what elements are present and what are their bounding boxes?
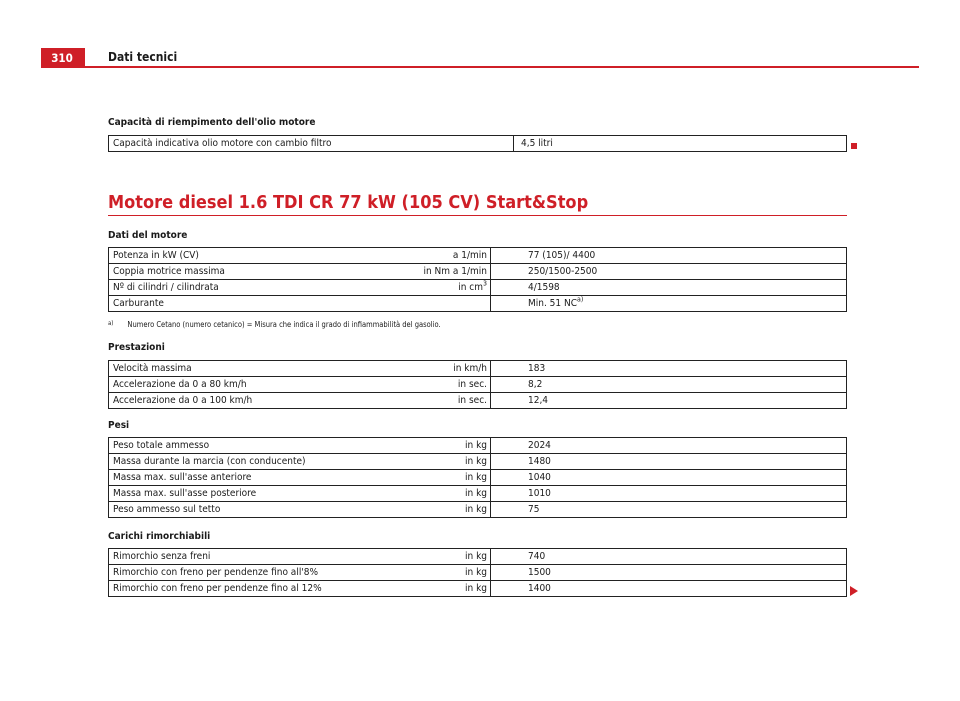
- table-row: [109, 470, 847, 486]
- row-value: 1400: [491, 581, 847, 597]
- row-desc: Rimorchio senza freni: [109, 549, 382, 565]
- row-unit: in kg: [381, 549, 491, 565]
- row-value: 1480: [491, 454, 847, 470]
- row-value: 250/1500-2500: [491, 264, 847, 280]
- row-desc: Potenza in kW (CV): [109, 248, 382, 264]
- row-unit: in sec.: [381, 377, 491, 393]
- table-row: [109, 454, 847, 470]
- table-row: [109, 361, 847, 377]
- row-value: 1500: [491, 565, 847, 581]
- row-desc: Accelerazione da 0 a 80 km/h: [109, 377, 382, 393]
- row-unit: in kg: [381, 502, 491, 518]
- performance-heading: Prestazioni: [108, 342, 165, 353]
- row-value: 1040: [491, 470, 847, 486]
- table-row: [109, 502, 847, 518]
- footnote-text: Numero Cetano (numero cetanico) = Misura che indica il grado di infiammabilità del gasolio.: [127, 320, 441, 329]
- row-desc: Peso totale ammesso: [109, 438, 382, 454]
- oil-value: 4,5 litri: [514, 136, 847, 152]
- towing-table: [108, 548, 847, 597]
- row-unit: in kg: [381, 565, 491, 581]
- row-value: 1010: [491, 486, 847, 502]
- row-desc: Nº di cilindri / cilindrata: [109, 280, 382, 296]
- row-desc: Carburante: [109, 296, 382, 312]
- section-divider: [108, 215, 847, 216]
- row-value: 183: [491, 361, 847, 377]
- engine-data-heading: Dati del motore: [108, 230, 188, 241]
- row-unit: in kg: [381, 470, 491, 486]
- table-row: [109, 486, 847, 502]
- oil-desc: Capacità indicativa olio motore con cambio filtro: [109, 136, 514, 152]
- row-desc: Rimorchio con freno per pendenze fino all'8%: [109, 565, 382, 581]
- section-title: Motore diesel 1.6 TDI CR 77 kW (105 CV) Start&Stop: [108, 192, 589, 213]
- table-row: [109, 136, 847, 152]
- row-desc: Rimorchio con freno per pendenze fino al 12%: [109, 581, 382, 597]
- oil-capacity-heading: Capacità di riempimento dell'olio motore: [108, 117, 316, 128]
- row-unit: in Nm a 1/min: [381, 264, 491, 280]
- row-unit: in sec.: [381, 393, 491, 409]
- row-unit: [381, 296, 491, 312]
- row-desc: Accelerazione da 0 a 100 km/h: [109, 393, 382, 409]
- row-value: 75: [491, 502, 847, 518]
- weights-table: [108, 437, 847, 518]
- weights-heading: Pesi: [108, 420, 130, 431]
- towing-heading: Carichi rimorchiabili: [108, 531, 211, 542]
- row-unit: in kg: [381, 581, 491, 597]
- table-row: [109, 248, 847, 264]
- table-row: [109, 393, 847, 409]
- row-unit: [381, 280, 491, 296]
- header-divider: [41, 66, 919, 68]
- table-row: [109, 581, 847, 597]
- table-row: [109, 296, 847, 312]
- table-row: [109, 565, 847, 581]
- footnote-reference: a): [577, 295, 584, 304]
- table-row: [109, 438, 847, 454]
- page-number: 310: [41, 48, 85, 68]
- row-value: 2024: [491, 438, 847, 454]
- unit-superscript: 3: [482, 279, 487, 288]
- row-desc: Velocità massima: [109, 361, 382, 377]
- continue-arrow-icon[interactable]: [850, 586, 858, 596]
- row-desc: Massa max. sull'asse anteriore: [109, 470, 382, 486]
- row-value: 8,2: [491, 377, 847, 393]
- engine-data-table: [108, 247, 847, 312]
- value-text: Min. 51 NC: [528, 298, 577, 309]
- page-title: Dati tecnici: [108, 50, 178, 64]
- row-value: [491, 296, 847, 312]
- performance-table: [108, 360, 847, 409]
- oil-capacity-table: [108, 135, 847, 152]
- row-value: 4/1598: [491, 280, 847, 296]
- row-value: 12,4: [491, 393, 847, 409]
- table-row: [109, 549, 847, 565]
- row-unit: a 1/min: [381, 248, 491, 264]
- row-desc: Massa durante la marcia (con conducente): [109, 454, 382, 470]
- row-desc: Peso ammesso sul tetto: [109, 502, 382, 518]
- unit-text: in cm: [458, 282, 483, 293]
- row-desc: Massa max. sull'asse posteriore: [109, 486, 382, 502]
- footnote: [108, 320, 441, 329]
- table-row: [109, 280, 847, 296]
- row-unit: in kg: [381, 486, 491, 502]
- table-row: [109, 377, 847, 393]
- row-unit: in kg: [381, 454, 491, 470]
- footnote-mark: a): [108, 320, 114, 327]
- table-row: [109, 264, 847, 280]
- row-desc: Coppia motrice massima: [109, 264, 382, 280]
- end-square-icon: [851, 143, 857, 149]
- row-unit: in kg: [381, 438, 491, 454]
- row-value: 740: [491, 549, 847, 565]
- row-unit: in km/h: [381, 361, 491, 377]
- row-value: 77 (105)/ 4400: [491, 248, 847, 264]
